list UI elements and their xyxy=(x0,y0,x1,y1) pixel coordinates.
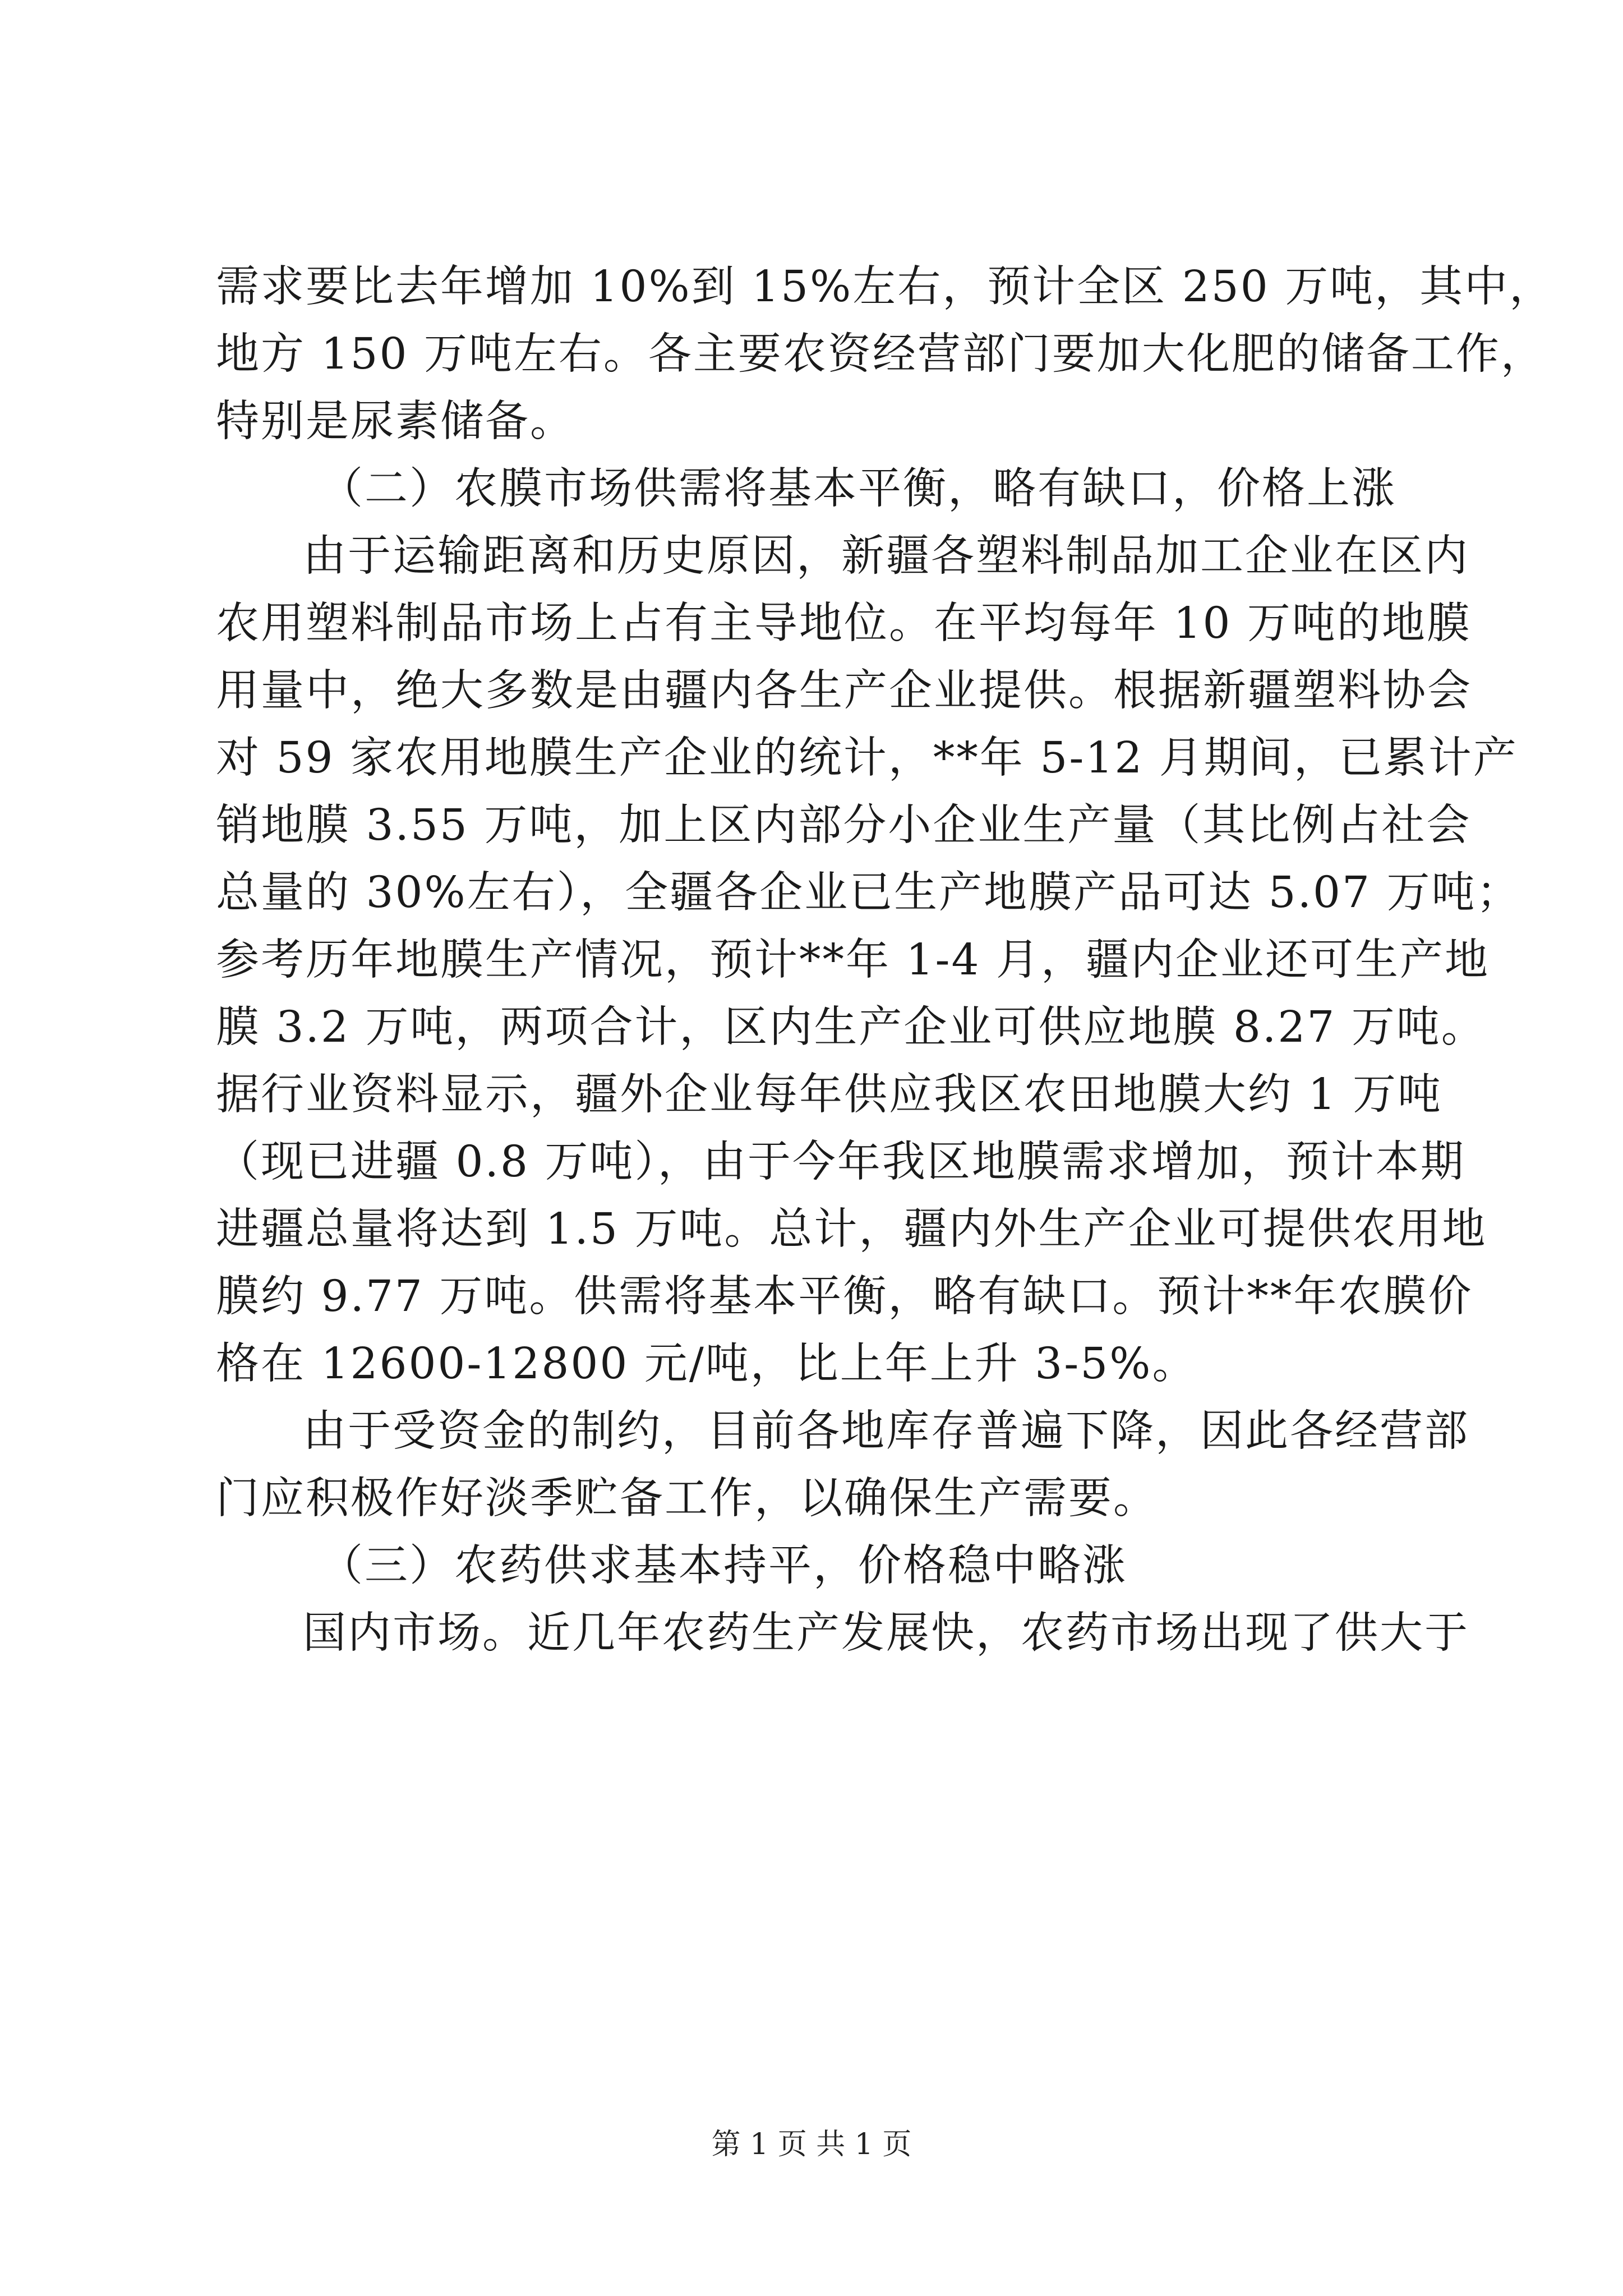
body-line-8: 对 59 家农用地膜生产企业的统计，**年 5-12 月期间，已累计产 xyxy=(216,733,1518,783)
body-line-21: 国内市场。近几年农药生产发展快，农药市场出现了供大于 xyxy=(303,1608,1469,1658)
body-line-19: 门应积极作好淡季贮备工作，以确保生产需要。 xyxy=(216,1474,1158,1524)
body-line-17: 格在 12600-12800 元/吨，比上年上升 3-5%。 xyxy=(216,1339,1197,1389)
body-line-9: 销地膜 3.55 万吨，加上区内部分小企业生产量（其比例占社会 xyxy=(216,800,1472,850)
body-line-11: 参考历年地膜生产情况，预计**年 1-4 月，疆内企业还可生产地 xyxy=(216,935,1490,985)
body-line-12: 膜 3.2 万吨，两项合计，区内生产企业可供应地膜 8.27 万吨。 xyxy=(216,1002,1486,1052)
body-line-15: 进疆总量将达到 1.5 万吨。总计，疆内外生产企业可提供农用地 xyxy=(216,1204,1487,1254)
section-heading-3: （三）农药供求基本持平，价格稳中略涨 xyxy=(320,1541,1127,1591)
body-line-10: 总量的 30%左右），全疆各企业已生产地膜产品可达 5.07 万吨； xyxy=(216,868,1521,918)
body-line-7: 用量中，绝大多数是由疆内各生产企业提供。根据新疆塑料协会 xyxy=(216,666,1472,716)
body-line-16: 膜约 9.77 万吨。供需将基本平衡，略有缺口。预计**年农膜价 xyxy=(216,1272,1473,1322)
body-line-2: 地方 150 万吨左右。各主要农资经营部门要加大化肥的储备工作， xyxy=(216,329,1546,379)
page-footer: 第 1 页 共 1 页 xyxy=(711,2128,912,2161)
body-line-1: 需求要比去年增加 10%到 15%左右，预计全区 250 万吨，其中， xyxy=(216,262,1555,312)
body-line-14: （现已进疆 0.8 万吨），由于今年我区地膜需求增加，预计本期 xyxy=(216,1137,1465,1187)
body-line-13: 据行业资料显示，疆外企业每年供应我区农田地膜大约 1 万吨 xyxy=(216,1070,1442,1120)
body-line-6: 农用塑料制品市场上占有主导地位。在平均每年 10 万吨的地膜 xyxy=(216,599,1472,648)
body-line-18: 由于受资金的制约，目前各地库存普遍下降，因此各经营部 xyxy=(303,1406,1469,1456)
body-line-5: 由于运输距离和历史原因，新疆各塑料制品加工企业在区内 xyxy=(303,531,1469,581)
section-heading-2: （二）农膜市场供需将基本平衡，略有缺口，价格上涨 xyxy=(320,464,1396,514)
body-line-3: 特别是尿素储备。 xyxy=(216,397,575,447)
